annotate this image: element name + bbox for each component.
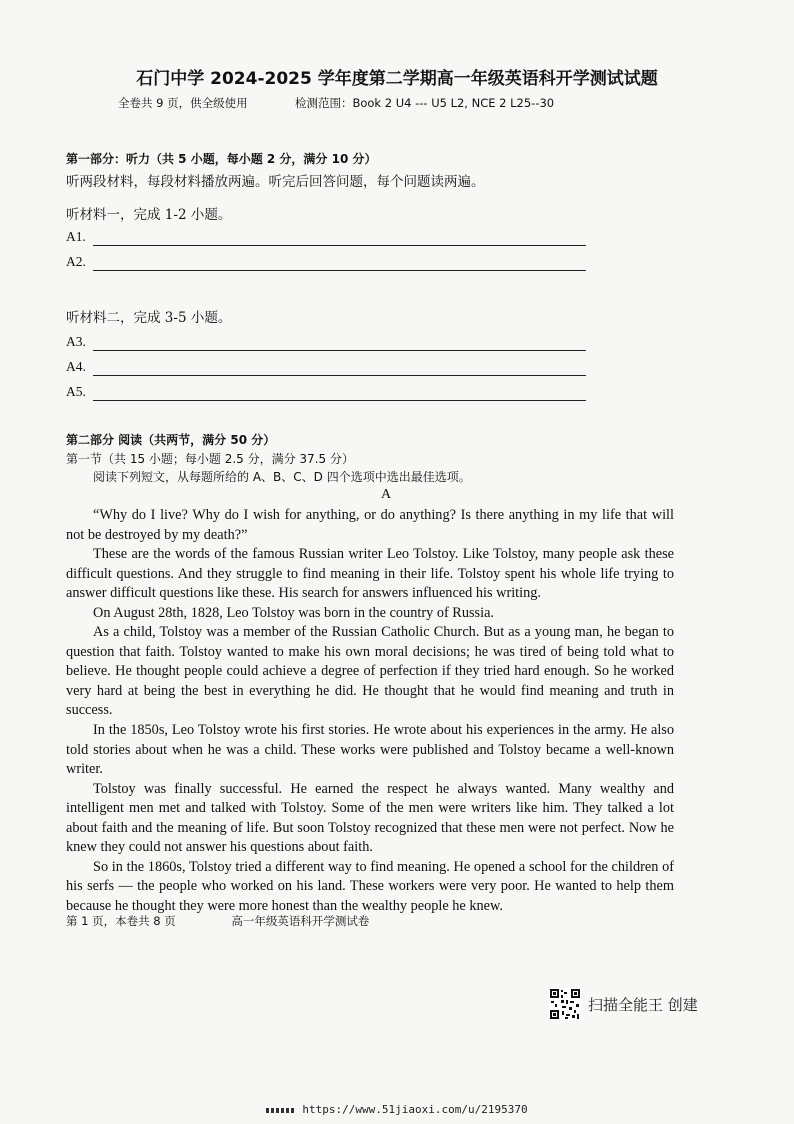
passage-paragraph: So in the 1860s, Tolstoy tried a different way to find meaning. He opened a school for the children of his serfs — the people who worked on his land. These workers were very poor. He wanted to help them because he thought they were more honest than the wealthy people he knew. bbox=[66, 858, 674, 914]
passage-paragraph: In the 1850s, Leo Tolstoy wrote his first stories. He wrote about his experiences in the army. He also told stories about when he was a child. These works were published and Tolstoy became a well-known writer. bbox=[66, 722, 674, 778]
passage-paragraph: Tolstoy was finally successful. He earned the respect he always wanted. Many wealthy and intelligent men met and talked with Tolstoy. Some of the men were writers like him. They talked a lot about faith and the meaning of life. But soon Tolstoy recognized that these men were not perfect. Now he knew they could not answer his questions about faith. bbox=[66, 780, 674, 856]
passage-paragraph: “Why do I live? Why do I wish for anything, or do anything? Is there anything in my life that will not be destroyed by my death?” bbox=[66, 507, 674, 543]
answer-line-a1[interactable] bbox=[66, 229, 586, 249]
exam-subtitle bbox=[118, 95, 554, 111]
reading-section-1: 第一节（共 15 小题；每小题 2.5 分，满分 37.5 分） bbox=[66, 452, 354, 466]
material-1-label: 听材料一，完成 1-2 小题。 bbox=[66, 207, 232, 223]
source-url bbox=[0, 1103, 794, 1116]
answer-line-a5[interactable] bbox=[66, 384, 586, 404]
passage-paragraph: As a child, Tolstoy was a member of the Russian Catholic Church. But as a young man, he began to question that faith. Tolstoy wanted to make his own moral decisions; he was tired of being told what to believe. He thought people could achieve a degree of perfection if they tried hard enough. So he worked very hard at being the best in everything he did. He thought that he would find meaning and truth in success. bbox=[66, 624, 674, 719]
answer-label: A2. bbox=[66, 254, 86, 269]
scan-watermark: 扫描全能王 创建 bbox=[588, 996, 698, 1014]
passage-label: A bbox=[380, 487, 392, 502]
material-2-label: 听材料二，完成 3-5 小题。 bbox=[66, 310, 232, 326]
listening-instruction: 听两段材料，每段材料播放两遍。听完后回答问题，每个问题读两遍。 bbox=[66, 174, 485, 190]
exam-name: 高一年级英语科开学测试卷 bbox=[231, 914, 370, 928]
url-text: https://www.51jiaoxi.com/u/2195370 bbox=[302, 1103, 528, 1116]
test-scope: 检测范围：Book 2 U4 --- U5 L2, NCE 2 L25--30 bbox=[294, 96, 555, 110]
reading-instruction: 阅读下列短文，从每题所给的 A、B、C、D 四个选项中选出最佳选项。 bbox=[93, 470, 471, 484]
answer-line-a4[interactable] bbox=[66, 359, 586, 379]
answer-label: A5. bbox=[66, 384, 86, 399]
qr-code-icon bbox=[549, 988, 581, 1020]
reading-heading: 第二部分 阅读（共两节，满分 50 分） bbox=[66, 433, 276, 447]
answer-line-a3[interactable] bbox=[66, 334, 586, 354]
reading-passage bbox=[66, 506, 674, 916]
page-number: 第 1 页，本卷共 8 页 bbox=[66, 914, 176, 928]
answer-label: A1. bbox=[66, 229, 86, 244]
page-footer bbox=[66, 913, 421, 929]
answer-line-a2[interactable] bbox=[66, 254, 586, 274]
exam-title: 石门中学 2024-2025 学年度第二学期高一年级英语科开学测试试题 bbox=[136, 69, 658, 89]
passage-paragraph: These are the words of the famous Russian writer Leo Tolstoy. Like Tolstoy, many people ask these difficult questions. And they struggle to find meaning in their life. Tolstoy spent his whole life trying to answer difficult questions like these. His search for answers influenced his writing. bbox=[66, 546, 674, 602]
answer-label: A3. bbox=[66, 334, 86, 349]
passage-paragraph: On August 28th, 1828, Leo Tolstoy was born in the country of Russia. bbox=[93, 604, 495, 621]
answer-label: A4. bbox=[66, 359, 86, 374]
site-logo-icon bbox=[266, 1108, 296, 1113]
pages-info: 全卷共 9 页，供全级使用 bbox=[118, 96, 248, 110]
listening-heading: 第一部分：听力（共 5 小题，每小题 2 分，满分 10 分） bbox=[66, 152, 377, 166]
